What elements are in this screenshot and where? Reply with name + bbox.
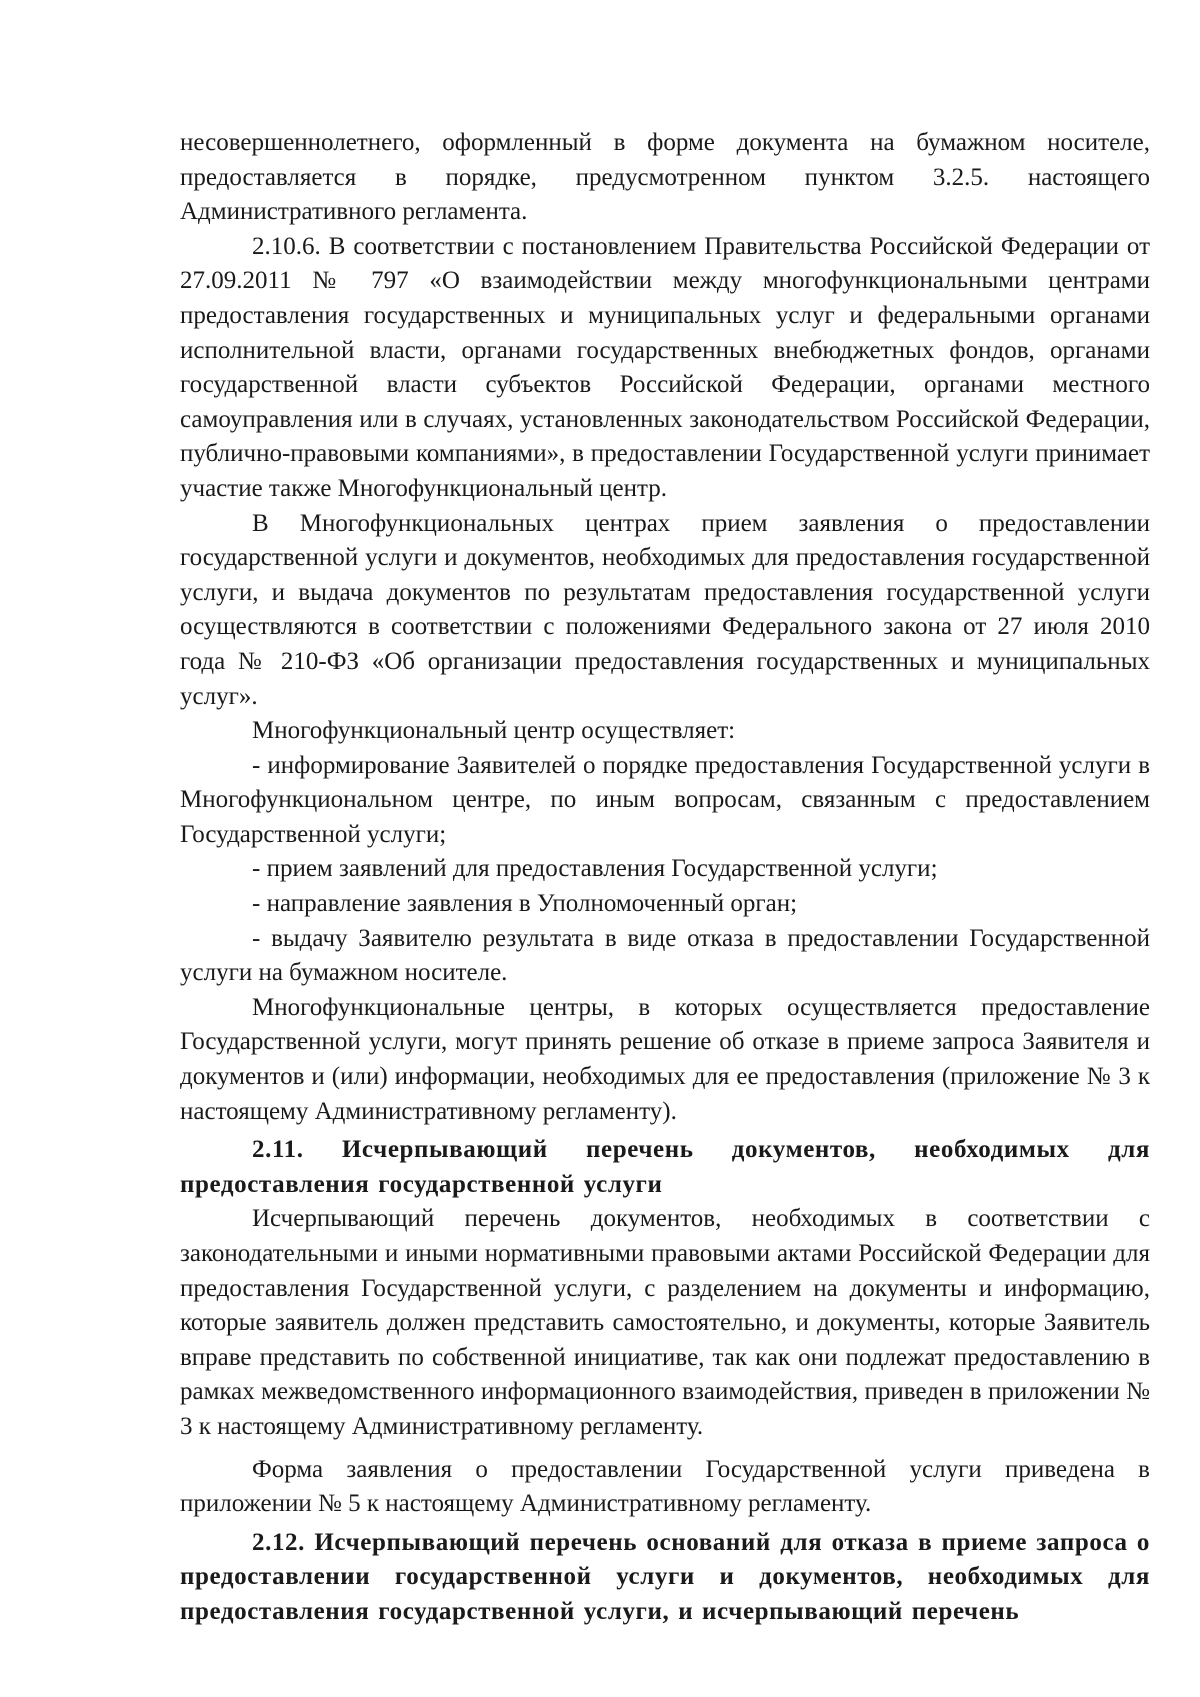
list-item-forwarding: - направление заявления в Уполномоченный орган; (252, 890, 798, 918)
document-body (180, 126, 1150, 1630)
paragraph-application-form: Форма заявления о предоставлении Государственной услуги приведена в приложении № 5 к настоящему Административному регламенту. (180, 1455, 1150, 1518)
section-heading-2-11: 2.11. Исчерпывающий перечень документов, необходимых для предоставления государственной услуги (180, 1136, 1150, 1198)
paragraph-mfc-procedure: В Многофункциональных центрах прием заявления о предоставлении государственной услуги и документов, необходимых для предоставления государственной услуги, и выдача документов по результатам предоставления государственной услуги осуществляются в соответствии с положениями Федерального закона от 27 июля 2010 года № 210-ФЗ «Об организации предоставления государственных и муниципальных услуг». (180, 509, 1150, 710)
paragraph-mfc-refusal: Многофункциональные центры, в которых осуществляется предоставление Государственной услуги, могут принять решение об отказе в приеме запроса Заявителя и документов и (или) информации, необходимых для ее предоставления (приложение № 3 к настоящему Административному регламенту). (180, 993, 1150, 1125)
paragraph-mfc-functions-intro: Многофункциональный центр осуществляет: (252, 717, 736, 745)
paragraph-documents-list: Исчерпывающий перечень документов, необходимых в соответствии с законодательными и иными нормативными правовыми актами Российской Федерации для предоставления Государственной услуги, с разделением на документы и информацию, которые заявитель должен представить самостоятельно, и документы, которые Заявитель вправе представить по собственной инициативе, так как они подлежат предоставлению в рамках межведомственного информационного взаимодействия, приведен в приложении № 3 к настоящему Административному регламенту. (180, 1205, 1150, 1440)
paragraph-continuation: несовершеннолетнего, оформленный в форме документа на бумажном носителе, предоставляется в порядке, предусмотренном пунктом 3.2.5. настоящего Административного регламента. (180, 129, 1150, 226)
list-item-issuing: - выдачу Заявителю результата в виде отказа в предоставлении Государственной услуги на бумажном носителе. (180, 924, 1150, 987)
list-item-informing: - информирование Заявителей о порядке предоставления Государственной услуги в Многофункциональном центре, по иным вопросам, связанным с предоставлением Государственной услуги; (180, 751, 1150, 848)
paragraph-2-10-6: 2.10.6. В соответствии с постановлением Правительства Российской Федерации от 27.09.2011 № 797 «О взаимодействии между многофункциональными центрами предоставления государственных и муниципальных услуг и федеральными органами исполнительной власти, органами государственных внебюджетных фондов, органами государственной власти субъектов Российской Федерации, органами местного самоуправления или в случаях, установленных законодательством Российской Федерации, публично-правовыми компаниями», в предоставлении Государственной услуги принимает участие также Многофункциональный центр. (180, 232, 1150, 502)
section-heading-2-12: 2.12. Исчерпывающий перечень оснований для отказа в приеме запроса о предоставлении государственной услуги и документов, необходимых для предоставления государственной услуги, и исчерпывающий перечень (180, 1528, 1150, 1625)
list-item-receiving: - прием заявлений для предоставления Государственной услуги; (252, 855, 938, 883)
